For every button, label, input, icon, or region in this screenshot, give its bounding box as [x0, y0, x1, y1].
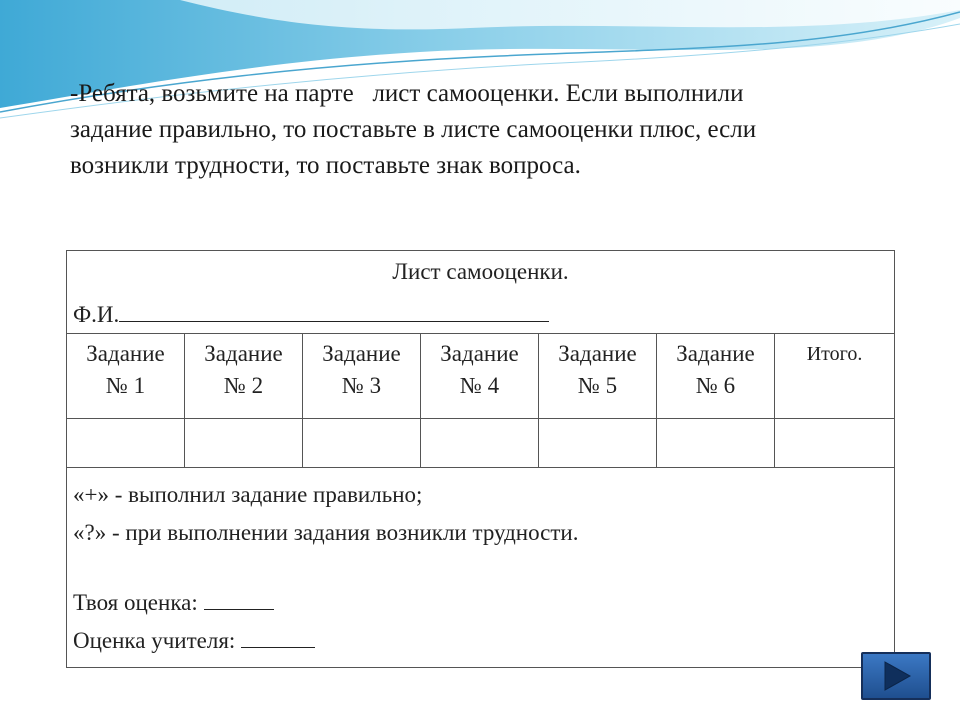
- task-answer-cell-6[interactable]: [657, 419, 775, 468]
- next-slide-button[interactable]: [861, 652, 931, 700]
- task-number: № 4: [459, 373, 500, 398]
- task-number: № 1: [105, 373, 146, 398]
- fio-row: [67, 293, 894, 328]
- total-label: Итого.: [806, 343, 863, 365]
- task-label: Задание: [676, 341, 755, 366]
- your-grade-row: [73, 584, 888, 622]
- play-arrow-icon: [879, 659, 913, 693]
- task-answer-cell-3[interactable]: [303, 419, 421, 468]
- task-header-2: [185, 334, 303, 419]
- task-number: № 2: [223, 373, 264, 398]
- task-label: Задание: [86, 341, 165, 366]
- task-header-6: [657, 334, 775, 419]
- task-answer-cell-1[interactable]: [67, 419, 185, 468]
- legend-plus: «+» - выполнил задание правильно;: [73, 482, 423, 507]
- your-grade-label: Твоя оценка:: [73, 590, 204, 615]
- total-header: [775, 334, 895, 419]
- task-header-1: [67, 334, 185, 419]
- sheet-header: [67, 251, 895, 334]
- task-label: Задание: [204, 341, 283, 366]
- task-answer-cell-4[interactable]: [421, 419, 539, 468]
- self-assessment-sheet: [66, 250, 895, 668]
- sheet-title: Лист самооценки.: [392, 259, 569, 284]
- total-answer-cell[interactable]: [775, 419, 895, 468]
- instruction-text: [70, 76, 930, 184]
- legend-gap: [73, 552, 888, 584]
- instruction-line-2: задание правильно, то поставьте в листе самооценки плюс, если: [70, 116, 757, 143]
- task-header-3: [303, 334, 421, 419]
- teacher-grade-label: Оценка учителя:: [73, 628, 242, 653]
- task-label: Задание: [440, 341, 519, 366]
- task-number: № 6: [695, 373, 736, 398]
- teacher-grade-row: [73, 622, 888, 660]
- legend-section: [67, 468, 895, 668]
- teacher-grade-line[interactable]: [241, 627, 315, 648]
- task-answer-cell-2[interactable]: [185, 419, 303, 468]
- instruction-line-1: -Ребята, возьмите на парте лист самооценки. Если выполнили: [70, 80, 744, 107]
- task-header-4: [421, 334, 539, 419]
- your-grade-line[interactable]: [204, 589, 274, 610]
- task-number: № 5: [577, 373, 618, 398]
- instruction-line-3: возникли трудности, то поставьте знак вопроса.: [70, 152, 581, 179]
- fio-label: Ф.И.: [73, 302, 120, 327]
- fio-input-line[interactable]: [119, 299, 549, 322]
- task-header-5: [539, 334, 657, 419]
- legend-question: «?» - при выполнении задания возникли трудности.: [73, 520, 579, 545]
- task-answer-cell-5[interactable]: [539, 419, 657, 468]
- task-label: Задание: [322, 341, 401, 366]
- task-number: № 3: [341, 373, 382, 398]
- task-label: Задание: [558, 341, 637, 366]
